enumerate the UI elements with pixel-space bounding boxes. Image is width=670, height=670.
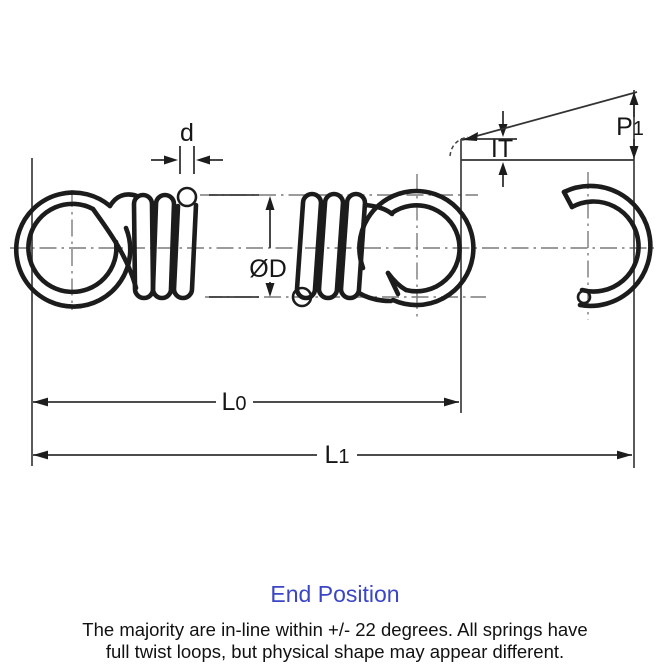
spring-left-hook <box>16 193 137 307</box>
dimension-free-length <box>33 388 459 416</box>
dimension-extended-length <box>33 441 632 469</box>
dimension-load <box>450 92 644 160</box>
label-free-length: L0 <box>221 388 247 416</box>
wire-section-hatch-left <box>178 188 196 206</box>
label-outer-diameter: ØD <box>249 255 287 283</box>
label-initial-tension: IT <box>490 135 514 163</box>
dimension-wire-diameter <box>151 119 223 174</box>
hook-end-view <box>564 186 650 306</box>
caption-line-2: full twist loops, but physical shape may appear different. <box>105 640 565 662</box>
coil-group-left <box>134 188 196 298</box>
end-position-heading: End Position <box>270 581 400 607</box>
label-wire-diameter: d <box>180 119 194 147</box>
coil-group-right <box>293 194 365 306</box>
caption-line-1: The majority are in-line within +/- 22 degrees. All springs have <box>82 619 588 640</box>
caption-text <box>0 619 670 662</box>
dimension-initial-tension <box>461 111 517 187</box>
label-load: P1 <box>616 113 644 141</box>
dimension-outer-diameter <box>249 196 287 297</box>
label-extended-length: L1 <box>324 441 350 469</box>
